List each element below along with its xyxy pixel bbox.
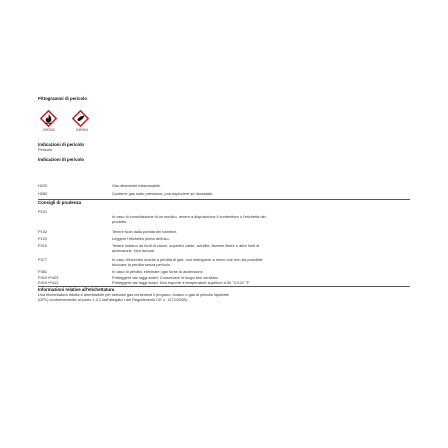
precaution-code: P101: [38, 209, 48, 214]
precaution-text: accensione. Non fumare.: [112, 248, 156, 253]
signal-word-value: Pericolo: [38, 147, 53, 152]
section-divider: [38, 199, 410, 200]
pictogram-code: GHS02: [43, 128, 55, 132]
signal-word-heading: Indicazioni di pericolo: [38, 142, 85, 147]
precaution-code: P410+P403: [38, 275, 59, 280]
precaution-text: In caso di consultazione di un medico, tenere a disposizione il contenitore o l'etichetta del: [112, 214, 266, 219]
precaution-code: P381: [38, 269, 48, 274]
precaution-text: In caso d'incendio dovuto a perdita di gas, non estinguere a meno che non sia possibile: [112, 257, 263, 262]
hazard-text: Contiene gas sotto pressione; può esplodere se riscaldato.: [112, 191, 214, 196]
label-info-text: Una etichettatura ridotta è ammissibile per serbatoi gas contenenti il propano, butano o gas di petrolio liquefatti: [38, 292, 229, 297]
label-info-heading: Informazioni relative all'etichettatura: [38, 287, 115, 292]
precaution-text: Proteggere dai raggi solari. Conservare in luogo ben ventilato.: [112, 275, 219, 280]
precaution-heading: Consigli di prudenza: [38, 200, 82, 205]
hazard-heading: Indicazioni di pericolo: [38, 157, 85, 162]
hazard-code: H280: [38, 191, 48, 196]
hazard-text: Gas altamente infiammabile.: [112, 183, 162, 188]
precaution-code: P210: [38, 243, 48, 248]
precaution-text: Proteggere dai raggi solari. Non esporre a temperature superiori a 50 °C/122 °F.: [112, 280, 250, 285]
precaution-text: Leggere l'etichetta prima dell'uso.: [112, 236, 170, 241]
precaution-code: P102: [38, 229, 48, 234]
precaution-text: In caso di perdita, eliminare ogni fonte di accensione.: [112, 269, 204, 274]
precaution-code: P103: [38, 236, 48, 241]
precaution-text: bloccare la perdita senza pericolo.: [112, 262, 172, 267]
precaution-text: Tenere lontano da fonti di calore, superfici calde, scintille, fiamme libere o altre fonti di: [112, 243, 260, 248]
section-title: Pittogrammi di pericolo: [38, 96, 88, 101]
precaution-code: P410+P412: [38, 280, 59, 285]
pictogram-code: GHS04: [76, 128, 88, 132]
flame-icon: [40, 110, 57, 127]
hazard-code: H220: [38, 183, 48, 188]
precaution-text: prodotto.: [112, 219, 128, 224]
precaution-text: Tenere fuori dalla portata dei bambini.: [112, 229, 178, 234]
label-info-text: (GPL) conformemente al punto 1.3.2 dell'allegato I del Regolamento CE n. 1272/2008).: [38, 297, 188, 302]
gas-cylinder-icon: [72, 110, 89, 127]
precaution-code: P377: [38, 257, 48, 262]
